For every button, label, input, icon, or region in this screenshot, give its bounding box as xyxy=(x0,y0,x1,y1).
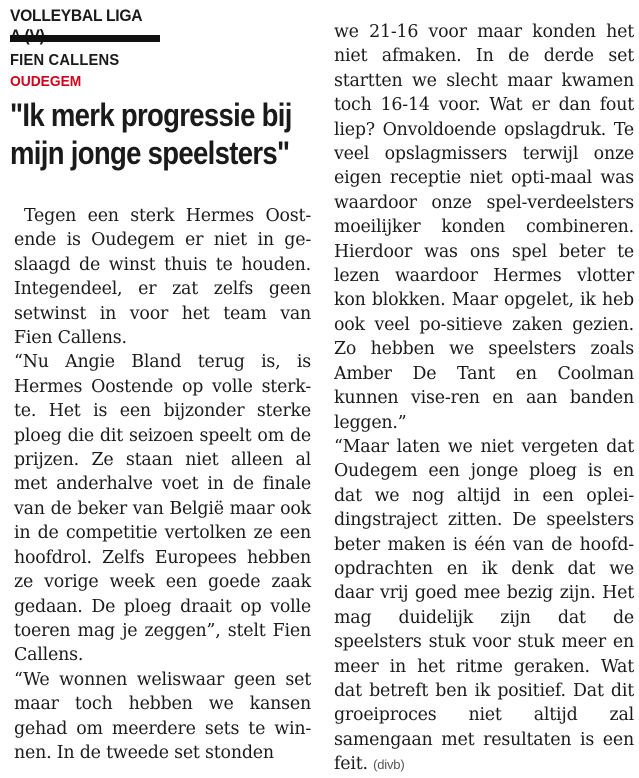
paragraph: we 21-16 voor maar konden het niet afmaken. In de derde set startten we slecht maar kwamen toch 16-14 voor. Wat er dan fout liep? Onvoldoende opslagdruk. Te veel opslagmissers terwijl onze eigen receptie niet opti-maal was waardoor onze spel-verdeelsters moeilijker konden combineren. Hierdoor was ons spel beter te lezen waardoor Hermes vlotter kon blokken. Maar opgelet, ik heb ook veel po-sitieve zaken gezien. Zo hebben we speelsters zoals Amber De Tant en Coolman kunnen visе-ren en aan banden leggen.” xyxy=(334,22,634,433)
paragraph-text: “Maar laten we niet vergeten dat Oudegem een jonge ploeg is en dat we nog altijd in een oplei-dingstraject zitten. De speelsters beter maken is één van de hoofd-opdrachten en ik denk dat we daar vrij goed mee bezig zijn. Het mag duidelijk zijn dat de speelsters stuk voor stuk meer en meer in het ritme geraken. Wat dat betreft ben ik positief. Dat dit groeiproces niet altijd zal samengaan met resultaten is een feit. xyxy=(334,436,634,775)
author-credit: (divb) xyxy=(373,757,405,773)
kicker-rule xyxy=(10,35,160,42)
section-kicker: VOLLEYBAL LIGA xyxy=(10,6,142,25)
paragraph xyxy=(334,435,634,778)
headline: "Ik merk progressie bij mijn jonge speelsters" xyxy=(10,97,292,171)
article-column-right xyxy=(334,20,634,778)
author-name: FIEN CALLENS xyxy=(10,52,120,69)
paragraph: “We wonnen weliswaar geen set maar toch hebben we kansen gehad om meerdere sets te win-nen. In de tweede set stonden xyxy=(14,669,311,763)
location-label: OUDEGEM xyxy=(10,73,82,90)
paragraph: “Nu Angie Bland terug is, is Hermes Oostende op volle sterk-te. Het is een bijzonder sterke ploeg die dit seizoen speelt om de prijzen. Ze staan niet alleen al met anderhalve voet in de finale van de beker van België maar ook in de competitie vertolken ze een hoofdrol. Zelfs Europees hebben ze vorige week een goede zaak gedaan. De ploeg draait op volle toeren mag je zeggen”, stelt Fien Callens. xyxy=(14,352,311,666)
article-column-left xyxy=(14,204,311,765)
paragraph: Tegen een sterk Hermes Oost-ende is Oudegem er niet in ge-slaagd de winst thuis te houden. Integendeel, er zat zelfs geen setwinst in voor het team van Fien Callens. xyxy=(14,206,311,349)
